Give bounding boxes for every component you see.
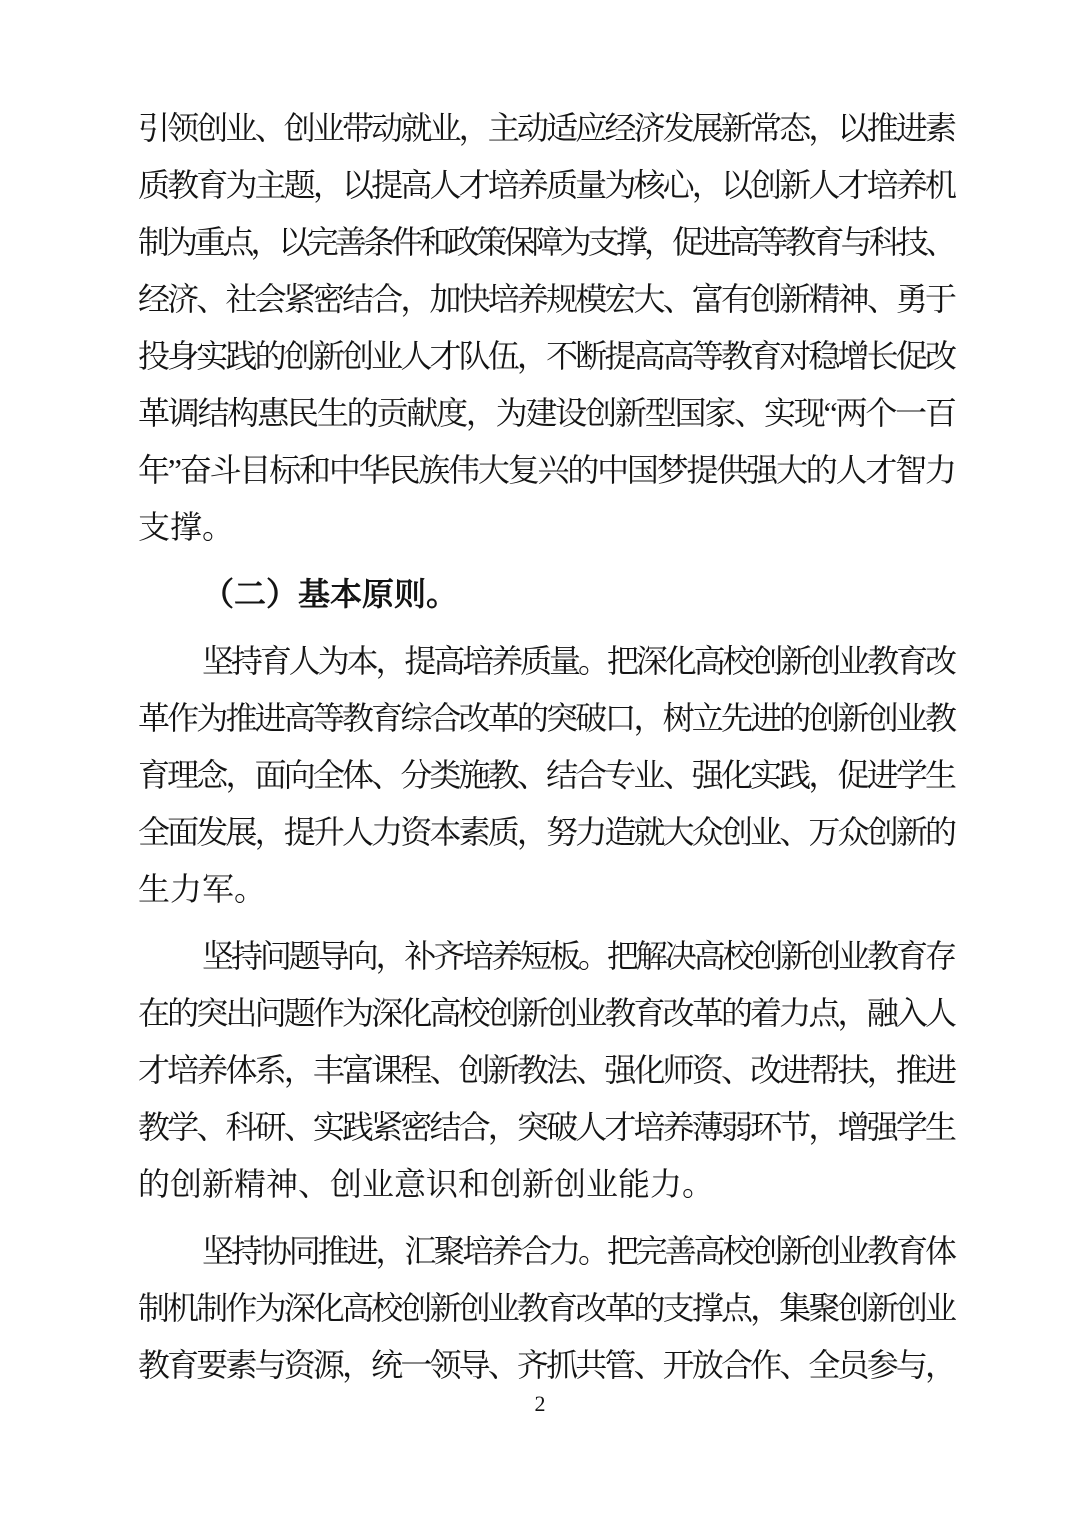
- text-line: 制为重点，以完善条件和政策保障为支撑，促进高等教育与科技、: [138, 224, 954, 260]
- text-line: 革作为推进高等教育综合改革的突破口，树立先进的创新创业教: [138, 700, 955, 736]
- text-line: 坚持问题导向，补齐培养短板。把解决高校创新创业教育存: [202, 938, 954, 974]
- text-line: 年”奋斗目标和中华民族伟大复兴的中国梦提供强大的人才智力: [138, 452, 955, 488]
- document-body: [138, 100, 957, 1394]
- text-line: 才培养体系，丰富课程、创新教法、强化师资、改进帮扶，推进: [138, 1052, 955, 1088]
- page-number: 2: [534, 1391, 546, 1416]
- text-line: 教学、科研、实践紧密结合，突破人才培养薄弱环节，增强学生: [138, 1109, 955, 1145]
- text-line: 在的突出问题作为深化高校创新创业教育改革的着力点，融入人: [138, 995, 955, 1031]
- paragraph: [138, 1223, 957, 1394]
- paragraph: [138, 100, 957, 556]
- text-line: 质教育为主题，以提高人才培养质量为核心，以创新人才培养机: [138, 167, 955, 203]
- text-line: 投身实践的创新创业人才队伍，不断提高高等教育对稳增长促改: [138, 338, 955, 374]
- text-line: 坚持育人为本，提高培养质量。把深化高校创新创业教育改: [202, 643, 954, 679]
- paragraph: [138, 633, 957, 918]
- text-line: 育理念，面向全体、分类施教、结合专业、强化实践，促进学生: [138, 757, 955, 793]
- text-line: 支撑。: [138, 509, 235, 545]
- paragraph: [138, 928, 957, 1213]
- text-line: 引领创业、创业带动就业，主动适应经济发展新常态，以推进素: [138, 110, 955, 146]
- section-heading: （二）基本原则。: [202, 576, 459, 612]
- text-line: 的创新精神、创业意识和创新创业能力。: [138, 1166, 715, 1202]
- text-line: 革调结构惠民生的贡献度，为建设创新型国家、实现“两个一百: [138, 395, 955, 431]
- text-line: 坚持协同推进，汇聚培养合力。把完善高校创新创业教育体: [202, 1233, 954, 1269]
- text-line: 生力军。: [138, 871, 267, 907]
- text-line: 教育要素与资源，统一领导、齐抓共管、开放合作、全员参与，: [138, 1347, 955, 1383]
- text-line: 全面发展，提升人力资本素质，努力造就大众创业、万众创新的: [138, 814, 955, 850]
- text-line: 经济、社会紧密结合，加快培养规模宏大、富有创新精神、勇于: [138, 281, 955, 317]
- text-line: 制机制作为深化高校创新创业教育改革的支撑点，集聚创新创业: [138, 1290, 955, 1326]
